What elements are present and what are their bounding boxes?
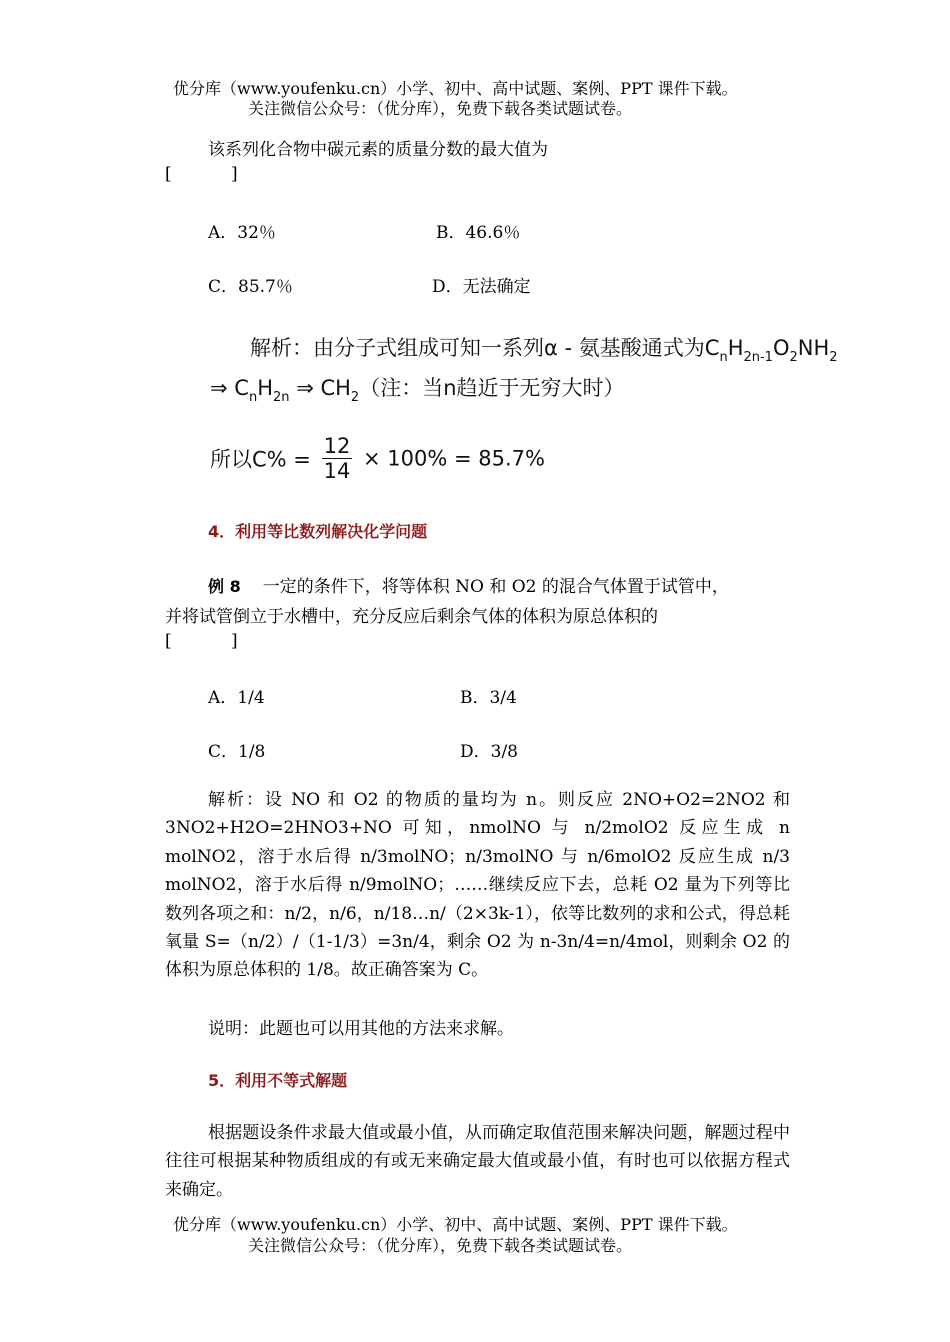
answer-bracket-close-8: ] [231,631,238,651]
option-c: C．85.7％ [208,277,293,297]
option-b: B．46.6％ [436,223,521,243]
analysis-formula-line-1: 解析：由分子式组成可知一系列α - 氨基酸通式为$C_nH_{2n-1}O_2NH_2$ [250,336,838,365]
header-line-2: 关注微信公众号：（优分库），免费下载各类试题试卷。 [248,99,633,118]
question-stem: 该系列化合物中碳元素的质量分数的最大值为 [208,140,548,160]
option-c-8: C．1/8 [208,742,266,762]
note-text: 说明：此题也可以用其他的方法来求解。 [208,1019,514,1039]
fraction: $\frac{12}{14}$ [323,434,351,483]
analysis-formula-line-2: ⇒ $C_nH_{2n}$ ⇒ $CH_2$（注：当n趋近于无穷大时） [210,376,625,405]
section-5-paragraph: 根据题设条件求最大值或最小值，从而确定取值范围来解决问题，解题过程中往往可根据某种物质组成的有或无来确定最大值或最小值，有时也可以依据方程式来确定。 [165,1123,790,1200]
section-5-title: 5．利用不等式解题 [208,1071,348,1090]
example-8-line-2: 并将试管倒立于水槽中，充分反应后剩余气体的体积为原总体积的 [165,607,658,627]
answer-bracket-open-8: [ [165,631,172,651]
analysis-formula-line-3: 所以C% = $\frac{12}{14}$ × 100% = 85.7% [210,434,545,483]
option-b-8: B．3/4 [460,688,517,708]
example-8-line-1: 例 8 一定的条件下，将等体积 NO 和 O2 的混合气体置于试管中， [208,577,729,597]
answer-bracket-close: ] [231,164,238,184]
option-a-8: A．1/4 [208,688,265,708]
option-a: A．32％ [208,223,276,243]
header-line-1: 优分库（www.youfenku.cn）小学、初中、高中试题、案例、PPT 课件下载。 [173,79,738,98]
option-d-8: D．3/8 [460,742,518,762]
section-4-title: 4．利用等比数列解决化学问题 [208,522,428,541]
footer-line-2: 关注微信公众号：（优分库），免费下载各类试题试卷。 [248,1236,633,1255]
analysis-8-paragraph: 解析：设 NO 和 O2 的物质的量均为 n。则反应 2NO+O2=2NO2 和 3NO2+H2O=2HNO3+NO 可知，nmolNO 与 n/2molO2 反应生成 n molNO2，溶于水后得 n/3molNO；n/3molNO 与 n/6molO2 反应生成 n/3 molNO2，溶于水后得 n/9molNO；……继续反应下去，总耗 O2 量为下列等比数列各项之和：n/2，n/6，n/18…n/（2×3k-1），依等比数列的求和公式，得总耗氧量 S=（n/2）/（1-1/3）=3n/4，剩余 O2 为 n-3n/4=n/4mol，则剩余 O2 的体积为原总体积的 1/8。故正确答案为 C。 [165,790,790,981]
answer-bracket-open: [ [165,164,172,184]
option-d: D．无法确定 [432,277,531,297]
footer-line-1: 优分库（www.youfenku.cn）小学、初中、高中试题、案例、PPT 课件下载。 [173,1215,738,1234]
